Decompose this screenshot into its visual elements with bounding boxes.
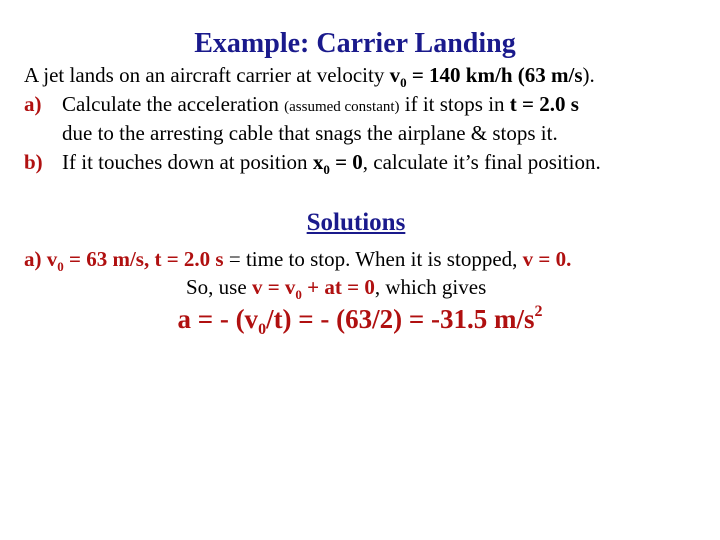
part-a-text-2: if it stops in [399, 92, 510, 116]
problem-intro-end: ). [582, 63, 595, 87]
kinematic-equation [251, 275, 375, 302]
x0-symbol [312, 150, 363, 177]
result-part-2: /t) = - (63/2) = -31.5 m/s [266, 304, 535, 334]
final-acceleration-result [0, 303, 720, 338]
assumed-constant-note: (assumed constant) [284, 99, 400, 115]
problem-intro-text: A jet lands on an aircraft carrier at velocity [24, 63, 390, 87]
solution-a-label: a) [24, 247, 47, 271]
x0-subscript: 0 [323, 162, 330, 177]
solution-a-line-1 [24, 246, 571, 272]
time-value: t = 2.0 s [509, 92, 579, 116]
v-letter: v [389, 63, 401, 87]
part-a-line-1 [24, 91, 579, 117]
v-letter: v [46, 247, 58, 271]
problem-intro-line [24, 62, 595, 88]
solution-a2-text-2: , which gives [374, 275, 487, 299]
part-b-text-2: , calculate it’s final position. [362, 150, 601, 174]
equation-part-1: v = v [251, 275, 296, 299]
part-b-text [62, 149, 601, 175]
equation-part-2: + at = 0 [301, 275, 375, 299]
part-a-label: a) [24, 92, 42, 116]
x0-value: = 0 [329, 150, 363, 174]
v0-subscript: 0 [400, 75, 407, 90]
v0-subscript: 0 [258, 321, 267, 338]
v0-subscript: 0 [295, 287, 302, 302]
part-a-line-2: due to the arresting cable that snags the airplane & stops it. [62, 121, 558, 145]
given-values: = 63 m/s, t = 2.0 s [63, 247, 224, 271]
squared-superscript: 2 [534, 303, 543, 320]
part-b-label: b) [24, 150, 43, 174]
part-b-text-1: If it touches down at position [62, 150, 313, 174]
v0-symbol [389, 63, 583, 90]
result-part-1: a = - (v [177, 304, 259, 334]
v0-subscript: 0 [57, 259, 64, 274]
solution-a-line-2 [186, 274, 486, 300]
solution-a2-text-1: So, use [186, 275, 252, 299]
part-b-line [24, 149, 601, 177]
v0-value: = 140 km/h (63 m/s [406, 63, 583, 87]
solution-a-text: = time to stop. When it is stopped, [223, 247, 523, 271]
stop-condition: v = 0. [522, 247, 572, 271]
solutions-heading: Solutions [306, 209, 406, 236]
x-letter: x [312, 150, 324, 174]
slide-title: Example: Carrier Landing [194, 28, 516, 59]
solution-a-start [24, 247, 224, 274]
part-a-text-1: Calculate the acceleration [62, 92, 285, 116]
part-a-text [62, 91, 579, 120]
